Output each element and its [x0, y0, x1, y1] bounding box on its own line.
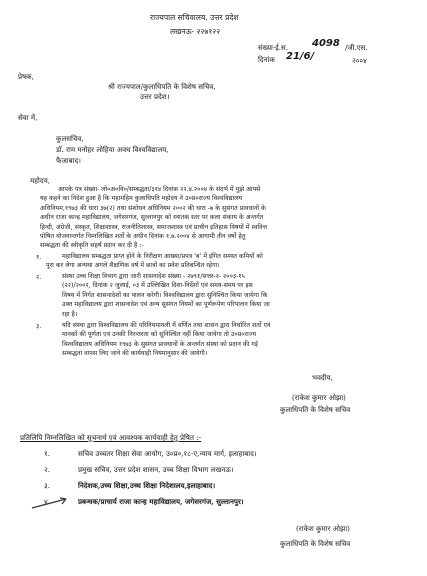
condition-number: १.	[36, 254, 42, 261]
letterhead-address: लखनऊ- २२७१२२	[170, 27, 221, 36]
condition-line: संस्था उच्च शिक्षा विभाग द्वारा जारी शासनादेश संख्या - २७९१/सत्तर-२- २००३-१५	[62, 273, 245, 280]
body-line: हिन्दी, अंग्रेजी, संस्कृत, शिक्षाशास्त्र, राजनीतिशास्त्र, समाजशास्त्र एवं प्राचीन इतिहास विषयों में स्ववित्त	[40, 223, 267, 231]
condition-line: महाविद्यालय सम्बद्धता प्राप्त होने के निरीक्षण आख्या/प्रपत्र 'ब' में इंगित समस्त कमियों को	[62, 253, 263, 260]
condition-line: यदि संस्था द्वारा विश्वविद्यालय की परिनियमावली में वर्णित तथा शासन द्वारा निर्धारित शर्तो एवं	[62, 322, 271, 329]
condition-number: २.	[36, 274, 42, 281]
signature2-name: (राकेश कुमार ओझा)	[296, 524, 350, 533]
body-line: आपके पत्र संख्या- लो०अ०वि०/सम्बद्धता/३१४ दिनांक २२.४.२००४ के संदर्भ में मुझे आपसे	[58, 186, 261, 193]
recipient-label: सेवा में,	[18, 113, 38, 122]
sender-label: प्रेषक,	[18, 72, 34, 81]
reference-number-suffix: /जी.एस.	[345, 43, 368, 52]
letterhead-title: राज्यपाल सचिवालय, उत्तर प्रदेश	[150, 13, 239, 22]
date-year: २००४	[352, 56, 367, 65]
recipient-line-2: डॉ. राम मनोहर लोहिया अवध विश्वविद्यालय,	[56, 145, 169, 154]
recipient-line-1: कुलसचिव,	[56, 134, 84, 143]
condition-3	[62, 321, 270, 359]
copy-to-num: १.	[44, 449, 50, 458]
sender-line-2: उत्तर प्रदेश।	[140, 92, 170, 101]
condition-line: रहा है।	[62, 310, 78, 318]
copy-to-item: प्रबन्धक/प्राचार्य राजा कान्ह महाविद्यालय, जगेसरगंज, सुल्तानपुर।	[78, 497, 244, 506]
body-line: अधीन राजा कान्ह महाविद्यालय, जगेसरगंज, सुल्तानपुर को स्नातक स्तर पर कला संकाय के अन्तर्गत	[40, 214, 264, 222]
condition-1	[46, 252, 263, 271]
body-paragraph	[40, 185, 267, 251]
condition-2	[62, 272, 270, 319]
recipient-line-3: फैजाबाद।	[56, 156, 81, 165]
condition-line: मानकों की पूर्णता एवं उनकी निरन्तरता को सुनिश्चित नहीं किया जायेगा तो उ०प्र०राज्य	[62, 331, 256, 339]
condition-line: विषय में निर्गत शासनादेशों का पालन करेगी। विश्वविद्यालय द्वारा सुनिश्चित किया जायेगा कि	[62, 291, 268, 299]
date-handwritten: 21/6/	[286, 51, 315, 62]
condition-line: पूरा कर लेगा अन्यथा अगले शैक्षणिक वर्ष में छात्रों का प्रवेश प्रतिबन्धित रहेगा।	[46, 262, 220, 270]
reference-number-handwritten: 4098	[312, 38, 340, 49]
condition-line: उक्त महाविद्यालय द्वारा शासनादेश एवं अन्य सुसंगत नियमों का पूर्णरूपेण परिपालन किया जा	[62, 301, 270, 309]
copy-to-item: निदेशक,उच्च शिक्षा,उच्च शिक्षा निदेशालय,इलाहाबाद।	[78, 481, 216, 490]
sender-line-1: श्री राज्यपाल/कुलाधिपति के विशेष सचिव,	[108, 82, 216, 91]
closing: भवदीय,	[312, 373, 333, 382]
date-label: दिनांक	[258, 55, 275, 64]
signature-name: (राकेश कुमार ओझा)	[292, 393, 346, 402]
body-line: अधिनियम,१९७३ की धारा ३७(२) तथा संशोधन अधिनियम २००२ की धारा -७ के सुसंगत प्रावधानों के	[40, 204, 266, 212]
body-line: सम्बद्धता की स्वीकृति सहर्ष प्रदान कर दी है :-	[40, 242, 144, 250]
condition-line: सम्बद्धता वापस लिए जाने की कार्यवाही नियमानुसार की जायेगी।	[62, 350, 208, 358]
salutation: महोदय,	[30, 176, 50, 185]
signature2-title: कुलाधिपति के विशेष सचिव	[280, 539, 351, 548]
condition-line: विश्वविद्यालय अधिनियम १९७३ के सुसंगत प्रावधानों के अन्तर्गत संस्था को प्रदान की गई	[62, 340, 258, 348]
condition-line: (२२)/२००२, दिनांक २ जुलाई, ०३ में उल्लिखित दिशा-निर्देशों एवं समय-समय पर इस	[62, 282, 253, 290]
body-line: पोषित योजनान्तर्गत निम्नलिखित शर्तो के अधीन दिनांक १.७.२००४ से आगामी तीन वर्षो हेतु	[40, 232, 246, 240]
copy-to-intro: प्रतिलिपि निम्नलिखित को सूचनार्थ एवं आवश्यक कार्यवाही हेतु प्रेषित :-	[20, 433, 202, 442]
copy-to-item: प्रमुख सचिव, उत्तर प्रदेश शासन, उच्च शिक्षा विभाग लखनऊ।	[78, 465, 234, 474]
signature-title: कुलाधिपति के विशेष सचिव	[280, 405, 351, 414]
copy-to-num: २.	[44, 465, 50, 474]
body-line: यह कहने का निदेश हुआ है कि महामहिम कुलाधिपति महोदय ने उ०प्र०राज्य विश्वविद्यालय	[40, 195, 243, 203]
copy-to-num: ३.	[44, 481, 50, 490]
condition-number: ३.	[36, 323, 42, 330]
copy-to-num: ४.	[44, 497, 50, 506]
reference-number-label: संख्या-ई.स.	[258, 43, 289, 52]
copy-to-item: सचिव उच्चतर शिक्षा सेवा आयोग, उ०प्र०,१८-ए,न्याय मार्ग, इलाहाबाद।	[78, 449, 257, 458]
handwritten-arrow-icon	[30, 494, 76, 512]
